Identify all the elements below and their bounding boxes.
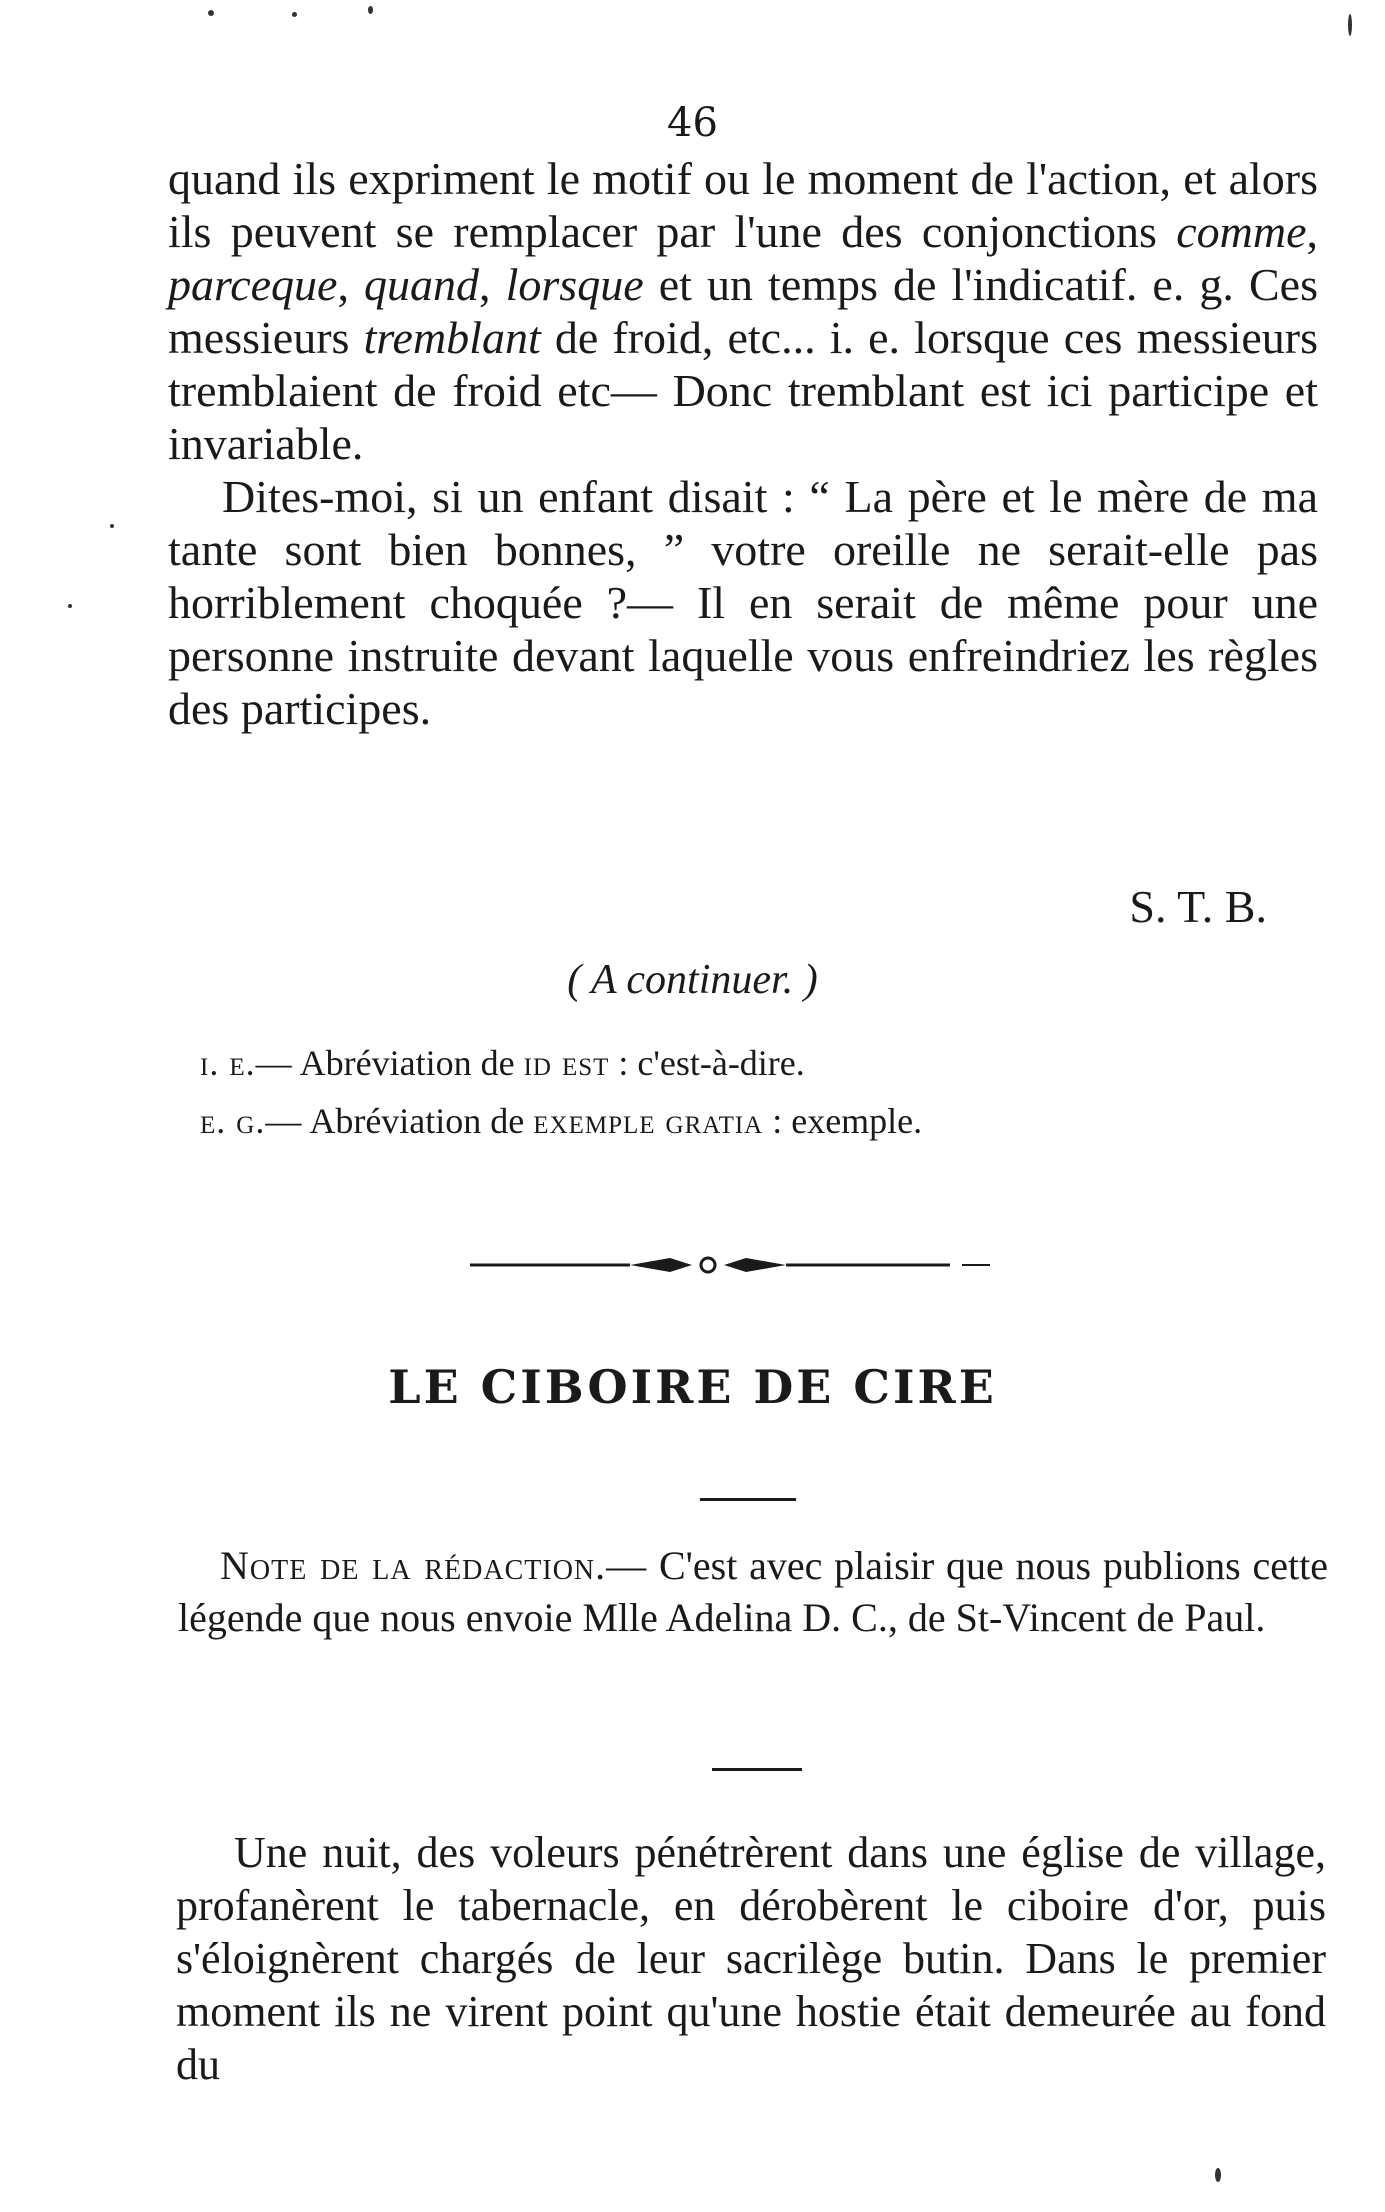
to-be-continued: ( A continuer. ) (567, 957, 818, 1003)
print-speck (208, 10, 214, 16)
footnote-text: Abréviation de (302, 1101, 534, 1141)
paragraph-example: Dites-moi, si un enfant disait : “ La père et le mère de ma tante sont bien bonnes, ” votre oreille ne serait-elle pas horriblement choquée ?— Il en serait de même pour une personne instruite devant laquelle vous enfreindriez les règles des participes. (168, 471, 1318, 734)
title-rule (700, 1498, 796, 1501)
conjunction-lorsque: lorsque (505, 259, 644, 310)
ornament-divider-icon (470, 1250, 990, 1280)
footnote-term: id est (523, 1043, 610, 1083)
editorial-note-text: C'est avec plaisir que nous publions cette légende que nous envoie Mlle Adelina D. C., de St-Vincent de Paul. (178, 1543, 1329, 1640)
paragraph-tail: de froid, etc... i. e. lorsque ces messieurs tremblaient de froid etc— Donc tremblant est ici participe et invariable. (168, 312, 1319, 469)
editorial-note-label: Note de la rédaction.— (220, 1543, 648, 1588)
separator: , (337, 259, 365, 310)
page-number: 46 (667, 100, 718, 146)
conjunction-parceque: parceque (168, 259, 338, 310)
paragraph-middle: et un temps de l'indicatif. e. g. Ces messieurs (168, 259, 1318, 363)
paragraph-lead: quand ils expriment le motif ou le moment de l'action, et alors ils peuvent se remplacer par l'une des conjonctions (168, 153, 1318, 257)
footnote-ie (200, 1042, 805, 1084)
print-speck (1348, 14, 1352, 36)
author-signature: S. T. B. (1129, 881, 1267, 932)
footnote-meaning: : c'est-à-dire. (609, 1043, 805, 1083)
conjunction-quand: quand (364, 259, 480, 310)
footnote-eg (200, 1100, 922, 1142)
separator: , (1306, 206, 1318, 257)
footnote-abbr: e. g.— (200, 1101, 303, 1141)
note-rule (712, 1768, 802, 1771)
example-word: tremblant (363, 312, 541, 363)
editorial-note-paragraph (178, 1540, 1328, 1644)
print-speck (68, 604, 72, 608)
grammar-text (168, 152, 1318, 735)
conjunction-comme: comme (1176, 206, 1307, 257)
story-text (176, 1826, 1326, 2091)
editorial-note (178, 1540, 1328, 1644)
footnote-abbr: i. e.— (200, 1043, 293, 1083)
footnote-text: Abréviation de (292, 1043, 524, 1083)
print-speck (110, 524, 114, 528)
print-speck (368, 6, 373, 14)
section-title: LE CIBOIRE DE CIRE (388, 1360, 997, 1414)
paragraph-participles (168, 152, 1318, 470)
story-paragraph: Une nuit, des voleurs pénétrèrent dans une église de village, profanèrent le tabernacle, en dérobèrent le ciboire d'or, puis s'éloignèrent chargés de leur sacrilège butin. Dans le premier moment ils ne virent point qu'une hostie était demeurée au fond du (176, 1828, 1326, 2089)
footnote-meaning: : exemple. (763, 1101, 923, 1141)
footnote-term: exemple gratia (533, 1101, 764, 1141)
print-speck (292, 12, 297, 17)
separator: , (479, 259, 506, 310)
print-speck (1215, 2168, 1221, 2182)
